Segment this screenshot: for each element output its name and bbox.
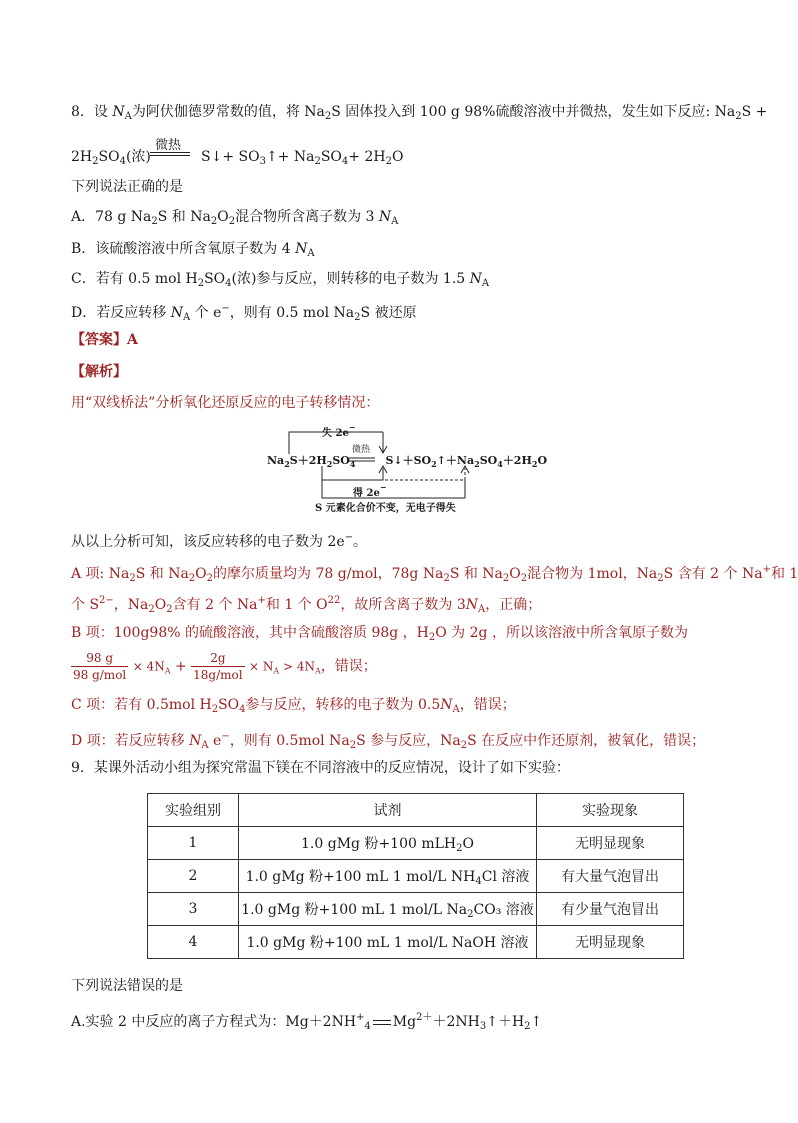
q9-after-table: 下列说法错误的是 bbox=[71, 978, 183, 994]
q8-line2-left: $2H_2SO_4$(浓) bbox=[71, 149, 151, 167]
q9-stem: 9．某课外活动小组为探究常温下镁在不同溶液中的反应情况，设计了如下实验： bbox=[71, 760, 570, 776]
diagram-note: S 元素化合价不变，无电子得失 bbox=[315, 503, 456, 514]
q8-option-b: B．该硫酸溶液中所含氧原子数为 4 $N_A$ bbox=[71, 241, 315, 259]
experiment-table bbox=[147, 793, 684, 959]
electron-transfer-diagram bbox=[265, 420, 548, 515]
analysis-item-b-line1: B 项：100g98% 的硫酸溶液，其中含硫酸溶质 98g ，$H_2O$ 为 2g ，所以该溶液中所含氧原子数为 bbox=[71, 625, 688, 643]
cell-phenomenon: 无明显现象 bbox=[537, 827, 684, 860]
reaction-equals-sign bbox=[373, 1020, 391, 1025]
table-row bbox=[148, 860, 684, 893]
header-group: 实验组别 bbox=[148, 794, 239, 827]
cell-reagent: 1.0 gMg 粉+100 mL 1 mol/L NaOH 溶液 bbox=[239, 926, 537, 959]
table-row bbox=[148, 893, 684, 926]
q8-line1: 8．设 $N_A$为阿伏伽德罗常数的值，将 $Na_2S$ 固体投入到 100 g 98%硫酸溶液中并微热，发生如下反应: $Na_2S$ + bbox=[71, 104, 768, 122]
q8-option-a: A．78 g $Na_2S$ 和 $Na_2O_2$混合物所含离子数为 3 $N_A$ bbox=[71, 209, 399, 227]
table-row bbox=[148, 827, 684, 860]
cell-group: 3 bbox=[148, 893, 239, 926]
analysis-label: 【解析】 bbox=[71, 364, 127, 380]
reaction-equals-bottom bbox=[150, 155, 190, 156]
gain-electrons-label: 得 2e− bbox=[353, 482, 387, 499]
table-row bbox=[148, 926, 684, 959]
analysis-intro: 用“双线桥法”分析氧化还原反应的电子转移情况： bbox=[71, 395, 380, 411]
cell-group: 4 bbox=[148, 926, 239, 959]
header-reagent: 试剂 bbox=[239, 794, 537, 827]
answer-label: 【答案】A bbox=[71, 332, 138, 348]
cell-reagent: 1.0 gMg 粉+100 mL 1 mol/L $NH_4Cl$ 溶液 bbox=[239, 860, 537, 893]
analysis-item-c: C 项：若有 0.5mol $H_2SO_4$参与反应，转移的电子数为 $0.5N_A$，错误； bbox=[71, 697, 516, 715]
fraction-sulfuric: $\frac{98 g}{\text{98 g/mol}}$ bbox=[73, 651, 127, 682]
q9-option-a: A.实验 2 中反应的离子方程式为：$Mg+2NH^+_4$ $Mg^{2+}+2NH_3↑+H_2↑$ bbox=[71, 1012, 543, 1032]
q8-stem: 下列说法正确的是 bbox=[71, 179, 183, 195]
cell-phenomenon: 无明显现象 bbox=[537, 926, 684, 959]
q8-line2-right: S↓+ $SO_3↑+ Na_2SO_4+ 2H_2O$ bbox=[201, 149, 404, 167]
reaction-condition: 微热 bbox=[155, 138, 182, 153]
cell-phenomenon: 有大量气泡冒出 bbox=[537, 860, 684, 893]
analysis-conclusion: 从以上分析可知，该反应转移的电子数为 2e−。 bbox=[71, 532, 368, 550]
cell-group: 1 bbox=[148, 827, 239, 860]
cell-reagent: 1.0 gMg 粉+100 mL 1 mol/L $Na_2CO_3$ 溶液 bbox=[239, 893, 537, 926]
analysis-item-a-line1: A 项: $Na_2S$ 和 $Na_2O_2$的摩尔质量均为 78 g/mol，78g $Na_2S$ 和 $Na_2O_2$混合物为 1mol，$Na_2S$ 含有 2 个 Na+和 1 bbox=[71, 564, 798, 584]
analysis-item-a-line2: 个 $S^{2-}$，$Na_2O_2$含有 2 个 Na+和 1 个 $O^{22}$，故所含离子数为 $3N_A$，正确； bbox=[71, 595, 542, 615]
diagram-equation: $Na_2S+2H_2SO_4$ $S↓+SO_2↑+Na_2SO_4+2H_2O$ bbox=[267, 454, 548, 469]
diagram-heat-label: 微热 bbox=[352, 445, 371, 455]
header-phenomenon: 实验现象 bbox=[537, 794, 684, 827]
lose-electrons-label: 失 2e− bbox=[322, 422, 356, 439]
q8-option-d: D．若反应转移 $N_A$ 个 e−，则有 0.5 mol $Na_2S$ 被还原 bbox=[71, 303, 417, 323]
cell-group: 2 bbox=[148, 860, 239, 893]
cell-reagent: 1.0 gMg 粉+100 mLH$_2$O bbox=[239, 827, 537, 860]
cell-phenomenon: 有少量气泡冒出 bbox=[537, 893, 684, 926]
analysis-item-d: D 项：若反应转移 $N_A$ e−，则有 0.5mol $Na_2S$ 参与反应，$Na_2S$ 在反应中作还原剂，被氧化，错误； bbox=[71, 731, 706, 751]
q8-option-c: C．若有 0.5 mol $H_2SO_4$(浓)参与反应，则转移的电子数为 1.5 $N_A$ bbox=[71, 271, 490, 289]
analysis-item-b-formula: $\frac{98 g}{\text{98 g/mol}}$ × $4N_A$ + $\frac{2g}{\text{18g/mol}}$ × $N_A > 4N_A$，错误； bbox=[73, 651, 377, 682]
fraction-water: $\frac{2g}{\text{18g/mol}}$ bbox=[193, 651, 243, 682]
table-header-row bbox=[148, 794, 684, 827]
reaction-equals-top bbox=[150, 152, 190, 153]
